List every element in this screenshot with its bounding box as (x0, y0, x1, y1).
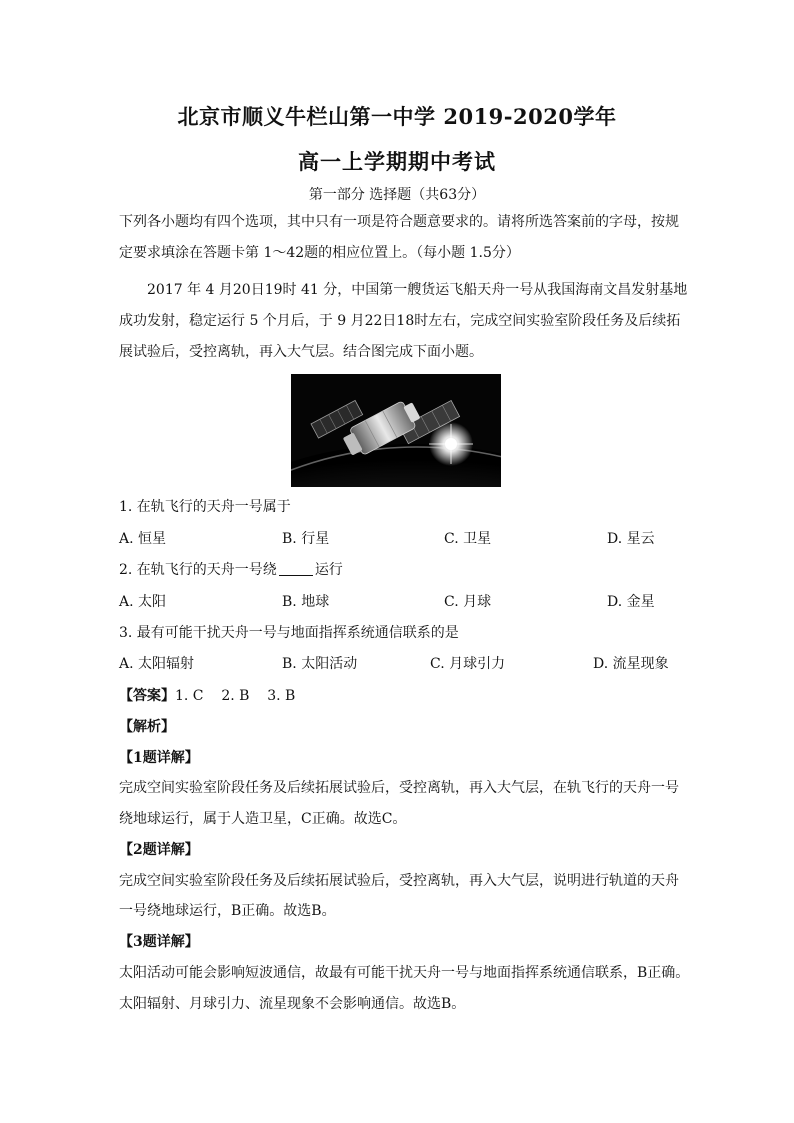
answer-values: 1. C 2. B 3. B (175, 688, 296, 704)
instructions-line1: 下列各小题均有四个选项，其中只有一项是符合题意要求的。请将所选答案前的字母，按规 (119, 214, 679, 230)
analysis-label: 【解析】 (119, 719, 175, 735)
exam-title-line2: 高一上学期期中考试 (298, 149, 496, 174)
answer-label: 【答案】 (119, 688, 175, 704)
detail-3-line1: 太阳活动可能会影响短波通信，故最有可能干扰天舟一号与地面指挥系统通信联系，B正确。 (119, 965, 690, 981)
question-2-option-c: C. 月球 (444, 594, 492, 610)
detail-2-label: 【2题详解】 (119, 842, 199, 858)
question-1-option-d: D. 星云 (607, 531, 655, 547)
detail-1-line2: 绕地球运行，属于人造卫星，C正确。故选C。 (119, 811, 407, 827)
instructions-line2: 定要求填涂在答题卡第 1～42题的相应位置上。（每小题 1.5分） (119, 245, 520, 261)
question-2-blank (279, 561, 313, 576)
detail-1-label: 【1题详解】 (119, 750, 199, 766)
question-2-stem-before: 2. 在轨飞行的天舟一号绕 (119, 562, 277, 578)
detail-3-line2: 太阳辐射、月球引力、流星现象不会影响通信。故选B。 (119, 996, 466, 1012)
detail-2-line2: 一号绕地球运行，B正确。故选B。 (119, 903, 336, 919)
detail-1-line1: 完成空间实验室阶段任务及后续拓展试验后，受控离轨，再入大气层，在轨飞行的天舟一号 (119, 780, 679, 796)
section-title: 第一部分 选择题（共63分） (308, 187, 486, 203)
question-2-option-d: D. 金星 (607, 594, 655, 610)
spacecraft-figure (291, 374, 501, 487)
question-1-option-b: B. 行星 (282, 531, 330, 547)
question-1-option-a: A. 恒星 (119, 531, 167, 547)
question-3-option-b: B. 太阳活动 (282, 656, 358, 672)
question-3-option-d: D. 流星现象 (593, 656, 669, 672)
spacecraft-illustration-icon (291, 374, 501, 487)
question-3-option-a: A. 太阳辐射 (119, 656, 195, 672)
detail-3-label: 【3题详解】 (119, 934, 199, 950)
question-2-stem-after: 运行 (314, 562, 343, 578)
passage-line2: 成功发射，稳定运行 5 个月后，于 9 月22日18时左右，完成空间实验室阶段任务及后续拓 (119, 313, 681, 329)
passage-line3: 展试验后，受控离轨，再入大气层。结合图完成下面小题。 (119, 344, 483, 360)
question-2-option-a: A. 太阳 (119, 594, 167, 610)
passage-line1: 2017 年 4 月20日19时 41 分，中国第一艘货运飞船天舟一号从我国海南文昌发射基地 (147, 282, 688, 298)
detail-2-line1: 完成空间实验室阶段任务及后续拓展试验后，受控离轨，再入大气层，说明进行轨道的天舟 (119, 873, 679, 889)
question-2-stem (119, 560, 343, 580)
question-2-option-b: B. 地球 (282, 594, 330, 610)
exam-title-line1: 北京市顺义牛栏山第一中学 2019-2020学年 (177, 104, 617, 129)
question-3-option-c: C. 月球引力 (430, 656, 506, 672)
question-3-stem: 3. 最有可能干扰天舟一号与地面指挥系统通信联系的是 (119, 625, 459, 641)
answer-line (119, 686, 295, 706)
question-1-option-c: C. 卫星 (444, 531, 492, 547)
question-1-stem: 1. 在轨飞行的天舟一号属于 (119, 499, 291, 515)
